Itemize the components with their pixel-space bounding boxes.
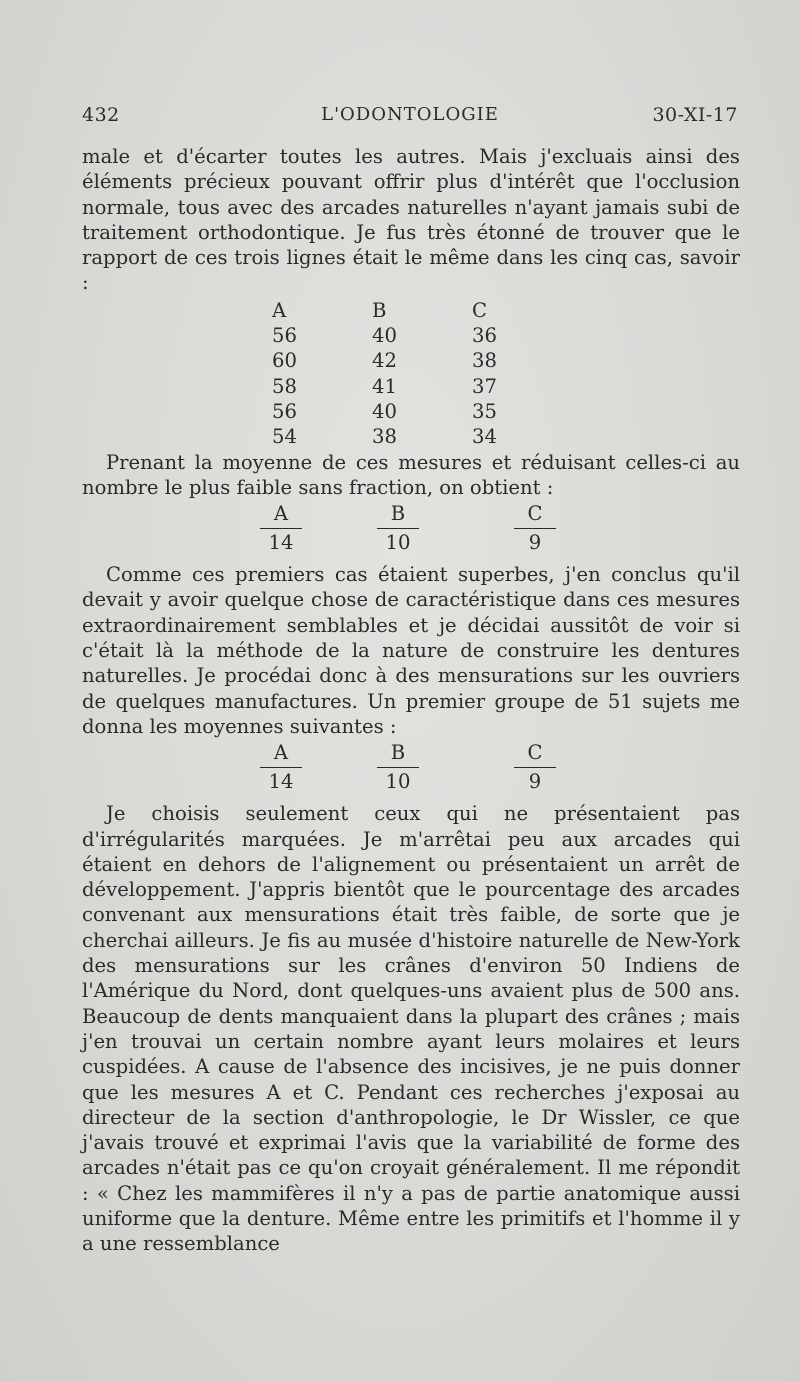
table-cell: 38 [372,425,397,449]
fraction-numerator: C [514,502,556,529]
ratio-block-1 [82,502,740,558]
table-header-row [262,298,562,323]
page-number: 432 [82,104,120,126]
measurements-table [262,298,562,450]
ratio-fraction-b [377,502,419,557]
table-cell: 60 [272,349,297,373]
table-cell: 35 [472,399,497,423]
table-row [262,424,562,449]
ratio-fraction-a [260,502,302,557]
table-cell: 40 [372,324,397,348]
paragraph-2: Prenant la moyenne de ces mesures et réduisant celles-ci au nombre le plus faible sans fraction, on obtient : [82,450,740,499]
journal-title: L'ODONTOLOGIE [321,104,499,125]
fraction-numerator: A [260,741,302,768]
fraction-numerator: A [260,502,302,529]
fraction-numerator: B [377,741,419,768]
column-header-a: A [272,298,287,322]
table-cell: 42 [372,349,397,373]
paragraph-4: Je choisis seulement ceux qui ne présentaient pas d'irrégularités marquées. Je m'arrêtai peu aux arcades qui étaient en dehors de l'alignement ou présentaient un arrêt de développement. J'appris bientôt que le pourcentage des arcades convenant aux mensurations était très faible, de sorte que je cherchai ailleurs. Je fis au musée d'histoire naturelle de New-York des mensurations sur les crânes d'environ 50 Indiens de l'Amérique du Nord, dont quelques-uns avaient plus de 500 ans. Beaucoup de dents manquaient dans la plupart des crânes ; mais j'en trouvai un certain nombre ayant leurs molaires et leurs cuspidées. A cause de l'absence des incisives, je ne puis donner que les mesures A et C. Pendant ces recherches j'exposai au directeur de la section d'anthropologie, le Dr Wissler, ce que j'avais trouvé et exprimai l'avis que la variabilité de forme des arcades n'était pas ce qu'on croyait généralement. Il me répondit : « Chez les mammifères il n'y a pas de partie anatomique aussi uniforme que la denture. Même entre les primitifs et l'homme il y a une ressemblance [82,802,740,1256]
table-cell: 36 [472,324,497,348]
fraction-numerator: B [377,502,419,529]
table-row [262,323,562,348]
fraction-denominator: 9 [528,770,542,794]
table-cell: 34 [472,425,497,449]
page-body [82,144,740,1257]
table-row [262,348,562,373]
issue-date: 30-XI-17 [652,104,738,126]
ratio-fraction-c [514,741,556,796]
fraction-denominator: 14 [268,770,294,794]
column-header-b: B [372,298,387,322]
table-cell: 38 [472,349,497,373]
running-header [82,104,738,132]
ratio-block-2 [82,741,740,797]
fraction-denominator: 9 [528,531,542,555]
table-cell: 37 [472,374,497,398]
table-cell: 40 [372,399,397,423]
fraction-denominator: 10 [385,531,411,555]
table-row [262,399,562,424]
table-cell: 58 [272,374,297,398]
ratio-fraction-b [377,741,419,796]
table-row [262,374,562,399]
table-cell: 54 [272,425,297,449]
fraction-denominator: 10 [385,770,411,794]
ratio-fraction-c [514,502,556,557]
column-header-c: C [472,298,487,322]
fraction-denominator: 14 [268,531,294,555]
table-cell: 41 [372,374,397,398]
fraction-numerator: C [514,741,556,768]
table-cell: 56 [272,324,297,348]
paragraph-3: Comme ces premiers cas étaient superbes, j'en conclus qu'il devait y avoir quelque chose de caractéristique dans ces mesures extraordinairement semblables et je décidai aussitôt de voir si c'était là la méthode de la nature de construire les dentures naturelles. Je procédai donc à des mensurations sur les ouvriers de quelques manufactures. Un premier groupe de 51 sujets me donna les moyennes suivantes : [82,563,740,738]
ratio-fraction-a [260,741,302,796]
paragraph-1: male et d'écarter toutes les autres. Mais j'excluais ainsi des éléments précieux pouvant offrir plus d'intérêt que l'occlusion normale, tous avec des arcades naturelles n'ayant jamais subi de traitement orthodontique. Je fus très étonné de trouver que le rapport de ces trois lignes était le même dans les cinq cas, savoir : [82,145,740,295]
table-cell: 56 [272,399,297,423]
